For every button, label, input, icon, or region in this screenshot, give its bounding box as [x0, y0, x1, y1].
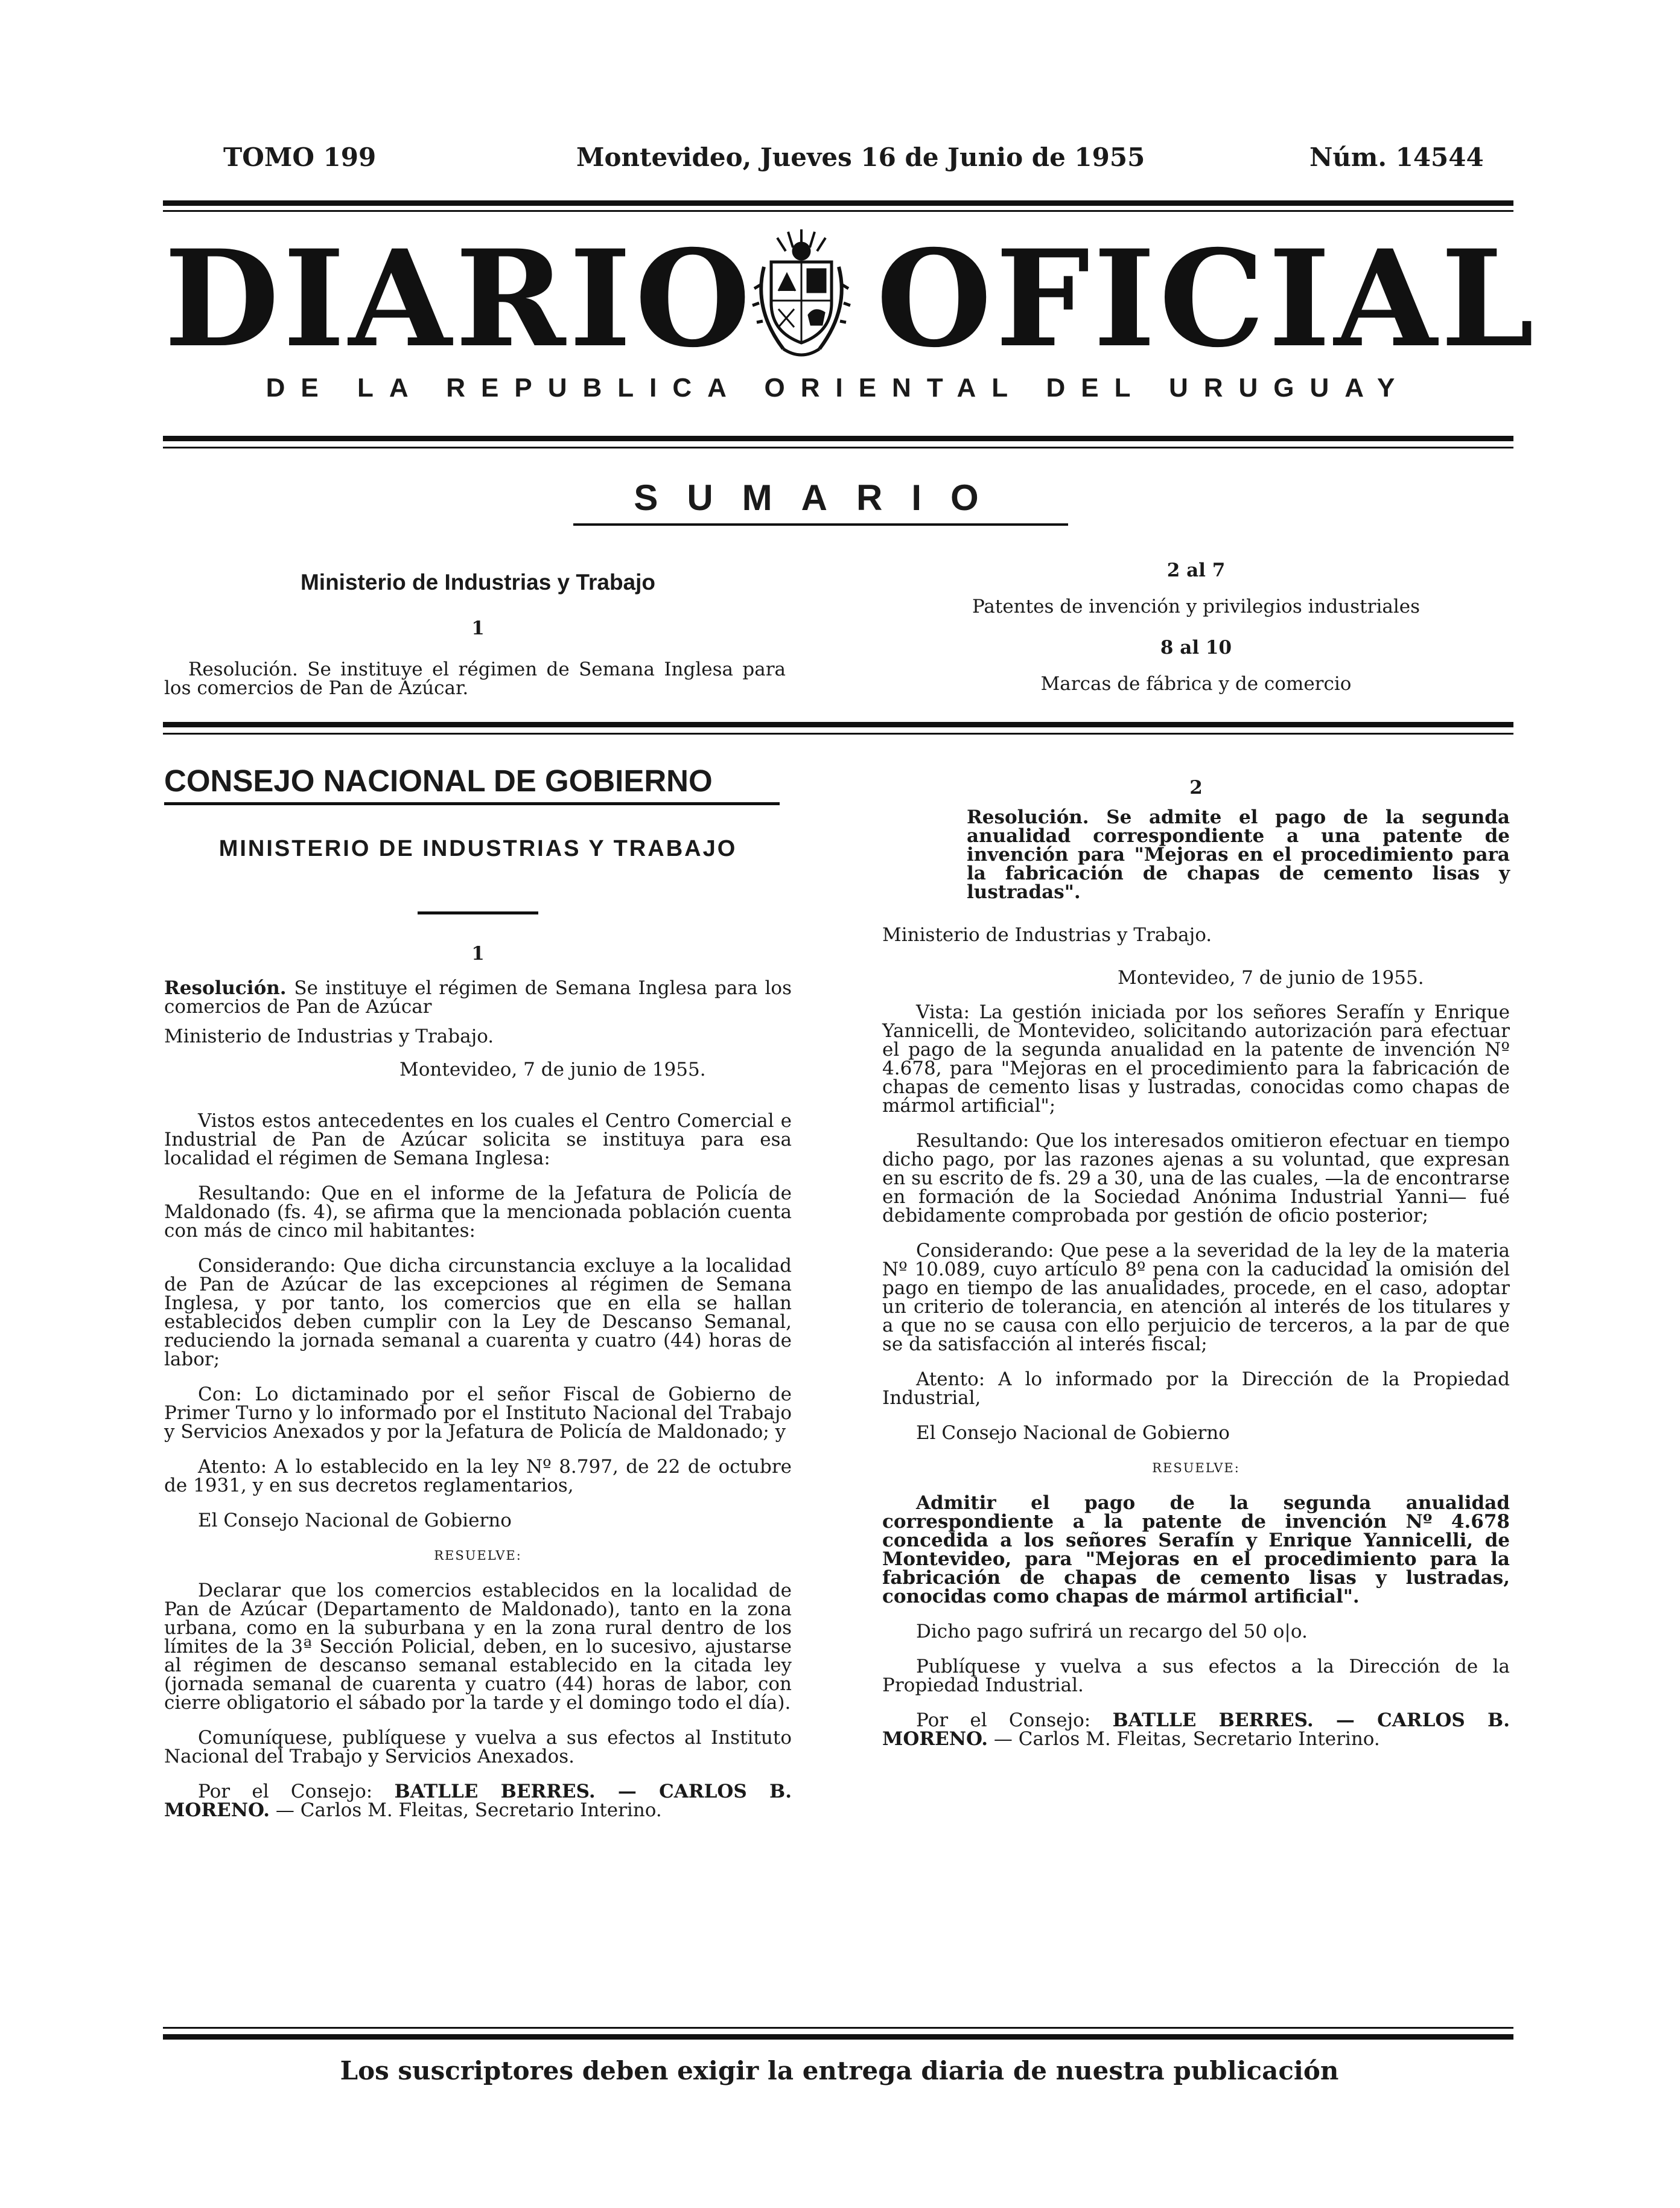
resolution-2-signature: [882, 1711, 1510, 1749]
issue-dateline: Montevideo, Jueves 16 de Junio de 1955: [576, 142, 1145, 172]
resolution-1-heading: [164, 979, 792, 1016]
resolution-2-council: El Consejo Nacional de Gobierno: [916, 1422, 1230, 1444]
resolution-1-signature: [164, 1782, 792, 1820]
resolution-1-signature-prefix: Por el Consejo:: [198, 1781, 373, 1802]
resolution-1-considerando: Considerando: Que dicha circunstancia excluye a la localidad de Pan de Azúcar de las excepciones al régimen de Semana Inglesa, y por tanto, los comercios que en ella se hallan establecidos deben cumplir con la Ley de Descanso Semanal, reduciendo la jornada semanal a cuarenta y cuatro (44) horas de labor;: [164, 1255, 792, 1370]
masthead-subtitle: DE LA REPUBLICA ORIENTAL DEL URUGUAY: [266, 373, 1411, 403]
resolution-2-signature-secretary: — Carlos M. Fleitas, Secretario Interino.: [993, 1728, 1380, 1750]
top-rule: [163, 200, 1513, 206]
resolution-2-signature-names: BATLLE BERRES. — CARLOS B. MORENO.: [882, 1709, 1510, 1750]
summary-title: SUMARIO: [573, 477, 1068, 526]
resolution-1-lead: Resolución.: [164, 977, 287, 999]
resolution-1-dateline: Montevideo, 7 de junio de 1955.: [399, 1059, 706, 1080]
summary-resolution-text: Se instituye el régimen de Semana Inglesa para los comercios de Pan de Azúcar.: [164, 659, 786, 699]
summary-page-ref: 1: [471, 617, 485, 639]
resolution-2-number: 2: [1189, 777, 1203, 799]
summary-resolution-lead: Resolución.: [188, 659, 298, 680]
council-heading: CONSEJO NACIONAL DE GOBIERNO: [164, 763, 780, 805]
footer-rule: [163, 2034, 1513, 2040]
masthead-rule: [163, 436, 1513, 441]
footer-rule-thin: [163, 2027, 1513, 2029]
masthead-title-left: DIARIO: [164, 220, 754, 377]
masthead-title-right: OFICIAL: [876, 220, 1538, 377]
resolution-2-vista: Vista: La gestión iniciada por los señores Serafín y Enrique Yannicelli, de Montevideo, solicitando autorización para efectuar el pago de la segunda anualidad en la patente de invención Nº 4.678, para "Mejoras en el procedimiento para la fabricación de chapas de cemento lisas y lustradas, conocidas como chapas de mármol artificial";: [882, 1001, 1510, 1117]
resolution-2-ministry: Ministerio de Industrias y Trabajo.: [882, 924, 1212, 946]
resolution-1-communique: Comuníquese, publíquese y vuelva a sus efectos al Instituto Nacional del Trabajo y Servicios Anexados.: [164, 1727, 792, 1767]
top-rule-thin: [163, 210, 1513, 212]
resolution-2-resuelve: RESUELVE:: [1152, 1461, 1240, 1475]
resolution-1-decision: Declarar que los comercios establecidos en la localidad de Pan de Azúcar (Departamento de Maldonado), tanto en la zona urbana, como en la suburbana y en la zona rural dentro de los límites de la 3ª Sección Policial, deben, en lo sucesivo, ajustarse al régimen de descanso semanal establecido en la citada ley (jornada semanal de cuarenta y cuatro (44) horas de labor, con cierre obligatorio el sábado por la tarde y el domingo todo el día).: [164, 1580, 792, 1714]
resolution-1-signature-names: BATLLE BERRES. — CARLOS B. MORENO.: [164, 1781, 792, 1821]
resolution-1-vistos: Vistos estos antecedentes en los cuales el Centro Comercial e Industrial de Pan de Azúcar solicita se instituya para esa localidad el régimen de Semana Inglesa:: [164, 1110, 792, 1169]
issue-number: Núm. 14544: [1309, 142, 1484, 172]
resolution-2-heading: [882, 808, 1510, 902]
resolution-1-con: Con: Lo dictaminado por el señor Fiscal de Gobierno de Primer Turno y lo informado por el Instituto Nacional del Trabajo y Servicios Anexados y por la Jefatura de Policía de Maldonado; y: [164, 1383, 792, 1443]
volume-number: TOMO 199: [223, 142, 377, 172]
resolution-1-atento: Atento: A lo establecido en la ley Nº 8.797, de 22 de octubre de 1931, y en sus decretos reglamentarios,: [164, 1456, 792, 1496]
resolution-2-resultando: Resultando: Que los interesados omitieron efectuar en tiempo dicho pago, por las razones ajenas a su voluntad, que expresan en su escrito de fs. 29 a 30, una de las cuales, —la de encontrarse en formación de la Sociedad Anónima Industrial Yanni— fué debidamente comprobada por gestión de oficio posterior;: [882, 1130, 1510, 1227]
resolution-2-title: Se admite el pago de la segunda anualidad correspondiente a una patente de invención para "Mejoras en el procedimiento para la fabricación de chapas de cemento lisas y lustradas".: [967, 806, 1510, 903]
resolution-1-signature-secretary: — Carlos M. Fleitas, Secretario Interino.: [275, 1799, 662, 1821]
resolution-2-publish: Publíquese y vuelva a sus efectos a la Dirección de la Propiedad Industrial.: [882, 1656, 1510, 1696]
summary-pages-1: 2 al 7: [1166, 560, 1226, 581]
resolution-2-surcharge: Dicho pago sufrirá un recargo del 50 o|o.: [916, 1621, 1308, 1642]
summary-rule-thin: [163, 733, 1513, 735]
resolution-2-atento: Atento: A lo informado por la Dirección de la Propiedad Industrial,: [882, 1368, 1510, 1409]
resolution-1-ministry: Ministerio de Industrias y Trabajo.: [164, 1026, 494, 1047]
resolution-2-decision: Admitir el pago de la segunda anualidad correspondiente a la patente de invención Nº 4.678 concedida a los señores Serafín y Enrique Yannicelli, de Montevideo, para "Mejoras en el procedimiento para la fabricación de chapas de cemento lisas y lustradas, conocidas como chapas de mármol artificial".: [882, 1492, 1510, 1607]
summary-pages-2: 8 al 10: [1160, 637, 1232, 659]
masthead-rule-thin: [163, 447, 1513, 448]
section-divider: [418, 911, 538, 914]
resolution-2: [882, 779, 1510, 1765]
summary-rule: [163, 722, 1513, 727]
coat-of-arms-icon: [747, 225, 856, 363]
resolution-2-signature-prefix: Por el Consejo:: [916, 1709, 1091, 1731]
footer-notice: Los suscriptores deben exigir la entrega diaria de nuestra publicación: [340, 2056, 1339, 2085]
ministry-heading: MINISTERIO DE INDUSTRIAS Y TRABAJO: [218, 836, 737, 861]
summary-item-2: Marcas de fábrica y de comercio: [1040, 673, 1352, 695]
summary-resolution: [164, 660, 786, 698]
resolution-1-resuelve: RESUELVE:: [434, 1548, 522, 1563]
resolution-1-number: 1: [471, 943, 485, 965]
summary-item-1: Patentes de invención y privilegios industriales: [972, 596, 1421, 617]
resolution-1-council: El Consejo Nacional de Gobierno: [198, 1510, 512, 1531]
resolution-1-title: Se instituye el régimen de Semana Inglesa para los comercios de Pan de Azúcar: [164, 977, 792, 1018]
resolution-2-considerando: Considerando: Que pese a la severidad de la ley de la materia Nº 10.089, cuyo artículo 8º pena con la caducidad la omisión del pago en tiempo de las anualidades, procede, en el caso, adoptar un criterio de tolerancia, en atención al interés de los titulares y a que no se causa con ello perjuicio de terceros, a la par de que se da satisfacción al interés fiscal;: [882, 1240, 1510, 1355]
resolution-2-dateline: Montevideo, 7 de junio de 1955.: [1118, 967, 1424, 989]
resolution-1: [164, 945, 792, 1836]
summary-ministry: Ministerio de Industrias y Trabajo: [300, 570, 656, 595]
resolution-1-resultando: Resultando: Que en el informe de la Jefatura de Policía de Maldonado (fs. 4), se afirma que la mencionada población cuenta con más de cinco mil habitantes:: [164, 1182, 792, 1242]
resolution-2-lead: Resolución.: [967, 806, 1089, 828]
